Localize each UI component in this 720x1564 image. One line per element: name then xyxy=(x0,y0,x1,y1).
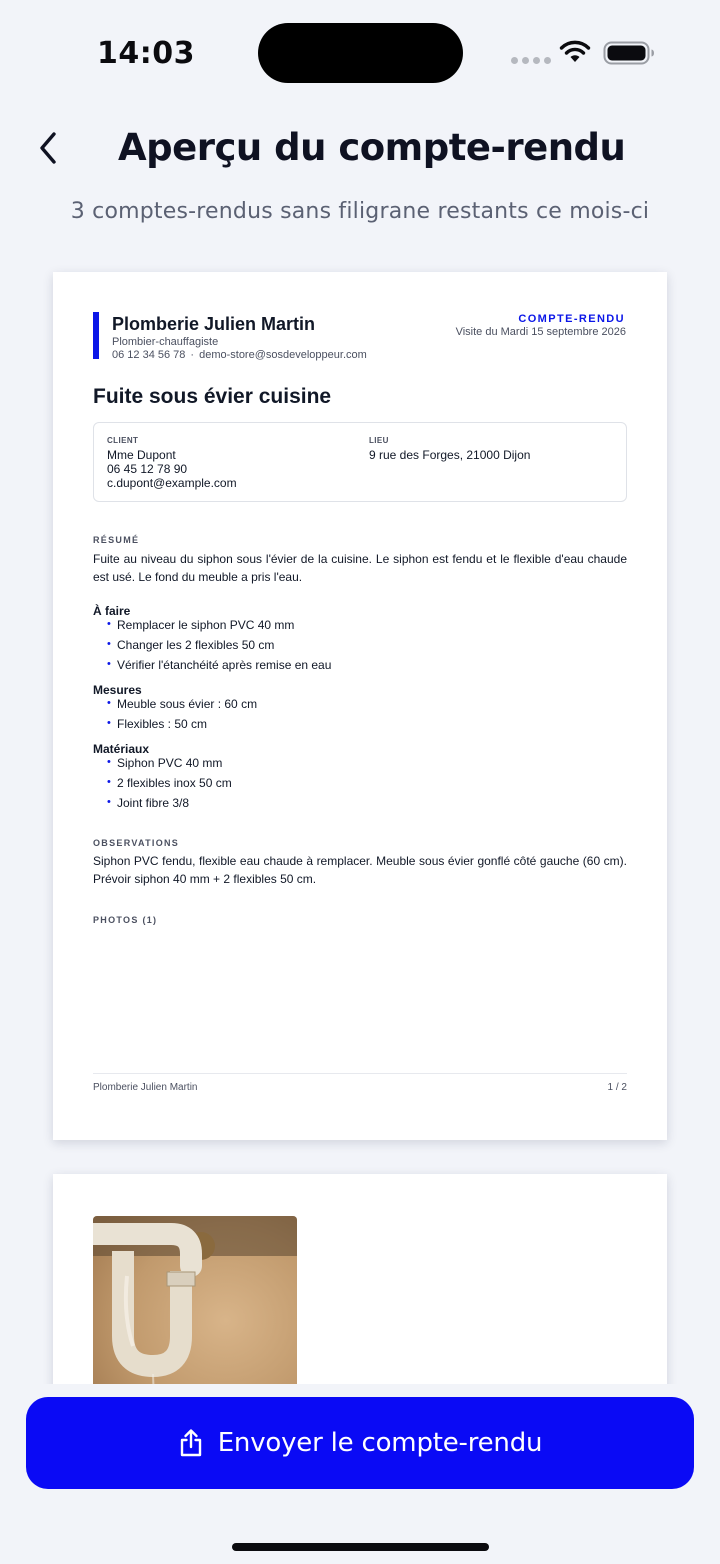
send-report-button[interactable] xyxy=(26,1397,694,1489)
location-address: 9 rue des Forges, 21000 Dijon xyxy=(369,448,531,462)
contact-separator: · xyxy=(190,349,195,361)
list-item: • Remplacer le siphon PVC 40 mm xyxy=(107,615,331,635)
client-phone: 06 45 12 78 90 xyxy=(107,462,188,476)
list-item: • Meuble sous évier : 60 cm xyxy=(107,694,257,714)
todo-title: À faire xyxy=(93,604,131,618)
list-item: • Changer les 2 flexibles 50 cm xyxy=(107,635,331,655)
todo-list xyxy=(107,615,331,675)
client-info-box xyxy=(93,422,627,502)
observations-text: Siphon PVC fendu, flexible eau chaude à remplacer. Meuble sous évier gonflé côté gauche (60 cm). Prévoir siphon 40 mm + 2 flexibles 50 cm. xyxy=(93,854,627,886)
company-contact xyxy=(112,349,367,361)
company-phone: 06 12 34 56 78 xyxy=(112,349,186,361)
document-type-label: COMPTE-RENDU xyxy=(518,313,625,325)
siphon-photo[interactable] xyxy=(93,1216,297,1406)
home-indicator[interactable] xyxy=(232,1543,489,1551)
signal-dots-icon xyxy=(511,57,551,64)
location-label: LIEU xyxy=(369,436,389,445)
accent-bar xyxy=(93,312,99,359)
materials-title: Matériaux xyxy=(93,742,150,756)
nav-bar xyxy=(0,118,720,178)
client-email: c.dupont@example.com xyxy=(107,476,237,490)
list-item: • Vérifier l'étanchéité après remise en eau xyxy=(107,655,331,675)
visit-date: Visite du Mardi 15 septembre 2026 xyxy=(455,326,626,338)
materials-list xyxy=(107,753,232,813)
dynamic-island xyxy=(258,23,463,83)
back-button[interactable] xyxy=(28,126,68,170)
summary-text: Fuite au niveau du siphon sous l'évier de la cuisine. Le siphon est fendu et le flexible d'eau chaude est usé. Le fond du meuble a pris l'eau. xyxy=(93,552,627,584)
observations-label: OBSERVATIONS xyxy=(93,838,180,848)
chevron-left-icon xyxy=(37,131,59,165)
page-number: 1 / 2 xyxy=(607,1082,627,1093)
report-page-1 xyxy=(53,272,667,1140)
report-title: Fuite sous évier cuisine xyxy=(93,385,332,408)
client-column xyxy=(107,436,237,490)
client-name: Mme Dupont xyxy=(107,448,176,462)
footer-divider xyxy=(93,1073,627,1074)
list-item: • Flexibles : 50 cm xyxy=(107,714,257,734)
measures-list xyxy=(107,694,257,734)
company-trade: Plombier-chauffagiste xyxy=(112,336,219,348)
status-time: 14:03 xyxy=(97,36,195,71)
status-bar xyxy=(0,0,720,100)
send-button-label: Envoyer le compte-rendu xyxy=(217,1428,543,1458)
footer-company: Plomberie Julien Martin xyxy=(93,1082,198,1093)
photos-label: PHOTOS (1) xyxy=(93,915,158,925)
list-item: • 2 flexibles inox 50 cm xyxy=(107,773,232,793)
summary-label: RÉSUMÉ xyxy=(93,535,140,545)
list-item: • Siphon PVC 40 mm xyxy=(107,753,232,773)
page-title: Aperçu du compte-rendu xyxy=(118,126,626,169)
battery-icon xyxy=(603,41,655,65)
company-email: demo-store@sosdeveloppeur.com xyxy=(199,349,367,361)
wifi-icon xyxy=(558,40,592,64)
watermark-quota-text: 3 comptes-rendus sans filigrane restants ce mois-ci xyxy=(70,199,650,224)
share-icon xyxy=(178,1428,204,1458)
company-name: Plomberie Julien Martin xyxy=(112,314,316,334)
client-label: CLIENT xyxy=(107,436,139,445)
measures-title: Mesures xyxy=(93,683,142,697)
location-column xyxy=(369,436,530,462)
list-item: • Joint fibre 3/8 xyxy=(107,793,232,813)
